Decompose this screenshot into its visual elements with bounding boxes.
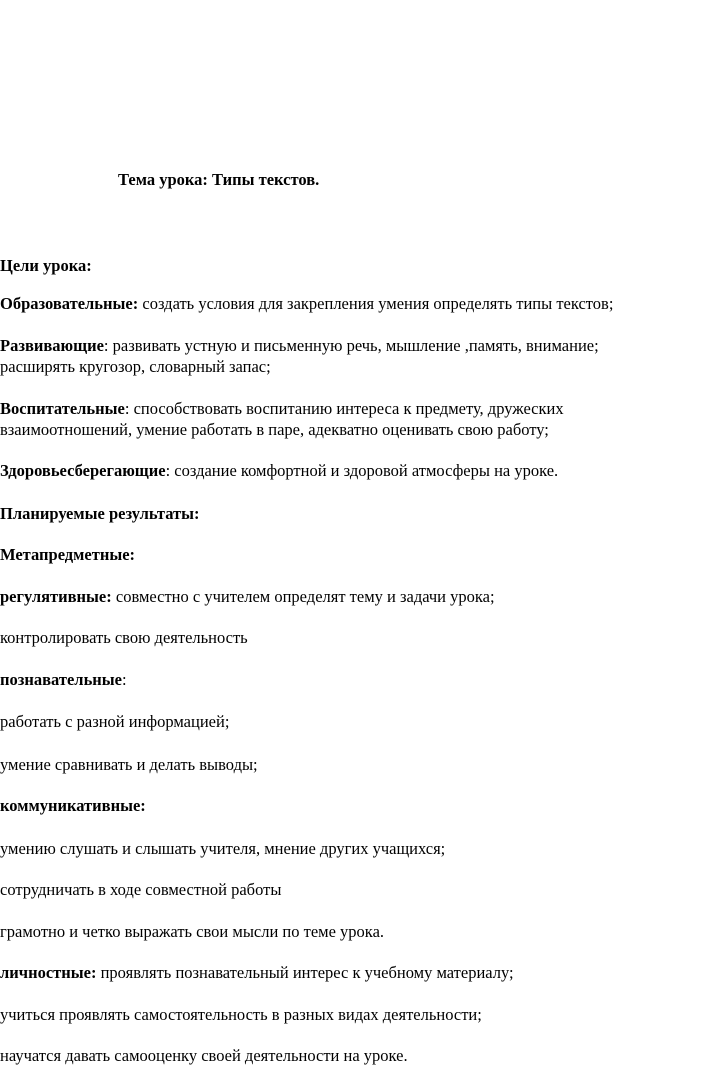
goal-educational-text: создать условия для закрепления умения определять типы текстов; bbox=[138, 294, 614, 313]
cognitive-item-2: умение сравнивать и делать выводы; bbox=[0, 755, 258, 774]
personal-item-1: учиться проявлять самостоятельность в разных видах деятельности; bbox=[0, 1005, 482, 1024]
goal-educational bbox=[0, 294, 613, 314]
goal-educational-label: Образовательные: bbox=[0, 294, 139, 313]
personal-line: личностные: проявлять познавательный интерес к учебному материалу; bbox=[0, 963, 514, 982]
communicative-item-2: сотрудничать в ходе совместной работы bbox=[0, 880, 282, 899]
goal-developmental-continued: расширять кругозор, словарный запас; bbox=[0, 357, 271, 376]
communicative-heading: коммуникативные: bbox=[0, 796, 146, 815]
goal-upbringing-label: Воспитательные bbox=[0, 399, 125, 418]
regulatory-label: регулятивные: bbox=[0, 587, 112, 606]
results-heading: Планируемые результаты: bbox=[0, 504, 200, 523]
goals-heading: Цели урока: bbox=[0, 256, 92, 275]
personal-label: личностные: bbox=[0, 963, 97, 982]
goal-developmental-label: Развивающие bbox=[0, 336, 104, 355]
meta-heading: Метапредметные: bbox=[0, 545, 136, 564]
communicative-item-1: умению слушать и слышать учителя, мнение других учащихся; bbox=[0, 839, 446, 858]
goal-upbringing-text: : способствовать воспитанию интереса к предмету, дружеских bbox=[124, 399, 564, 418]
goal-health-label: Здоровьесберегающие bbox=[0, 461, 166, 480]
lesson-title: Тема урока: Типы текстов. bbox=[118, 170, 320, 189]
goal-developmental bbox=[0, 336, 599, 356]
goal-developmental-text: : развивать устную и письменную речь, мышление ,память, внимание; bbox=[103, 336, 599, 355]
cognitive-label: познавательные bbox=[0, 670, 123, 689]
goal-upbringing-continued: взаимоотношений, умение работать в паре, адекватно оценивать свою работу; bbox=[0, 420, 549, 439]
goal-health bbox=[0, 461, 558, 481]
cognitive-item-1: работать с разной информацией; bbox=[0, 712, 230, 731]
regulatory-item: контролировать свою деятельность bbox=[0, 628, 248, 647]
regulatory-line: регулятивные: совместно с учителем определят тему и задачи урока; bbox=[0, 587, 495, 606]
communicative-item-3: грамотно и четко выражать свои мысли по теме урока. bbox=[0, 922, 385, 941]
cognitive-line: познавательные: bbox=[0, 670, 127, 689]
personal-item-2: научатся давать самооценку своей деятельности на уроке. bbox=[0, 1046, 408, 1065]
goal-health-text: : создание комфортной и здоровой атмосферы на уроке. bbox=[165, 461, 559, 480]
goal-upbringing bbox=[0, 399, 564, 419]
